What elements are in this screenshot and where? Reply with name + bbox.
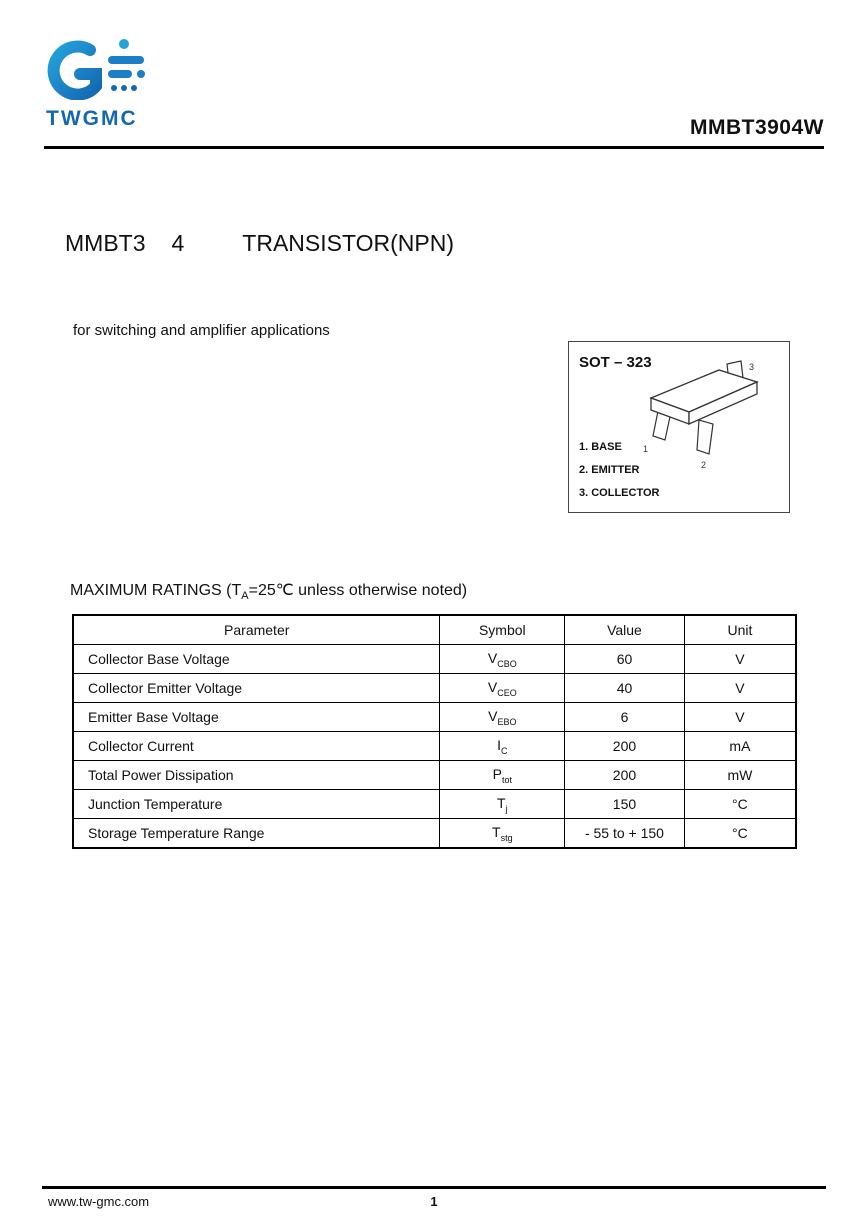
symbol-cell bbox=[440, 645, 565, 674]
title-part-3: TRANSISTOR(NPN) bbox=[242, 230, 454, 256]
symbol-cell bbox=[440, 732, 565, 761]
symbol-main: I bbox=[497, 736, 501, 753]
symbol-main: V bbox=[487, 649, 498, 666]
maximum-ratings-heading bbox=[70, 580, 467, 602]
symbol-cell bbox=[440, 674, 565, 703]
pin-3-label: 3 bbox=[749, 362, 755, 372]
symbol-cell bbox=[440, 790, 565, 819]
symbol-sub: EBO bbox=[497, 716, 517, 727]
table-row bbox=[73, 819, 796, 849]
header-parameter: Parameter bbox=[73, 615, 440, 645]
pin-1-description: 1. BASE bbox=[579, 441, 622, 453]
pin-2-label: 2 bbox=[701, 460, 707, 470]
symbol-sub: CEO bbox=[497, 687, 517, 698]
table-row bbox=[73, 761, 796, 790]
title-part-1: MMBT3 bbox=[65, 230, 146, 256]
logo-wordmark: TWGMC bbox=[46, 107, 138, 130]
symbol-main: T bbox=[492, 823, 501, 840]
symbol-main: V bbox=[487, 678, 498, 695]
page-title bbox=[65, 230, 454, 257]
symbol-sub: tot bbox=[501, 774, 512, 785]
parameter-cell: Collector Base Voltage bbox=[73, 645, 440, 674]
header-divider bbox=[44, 146, 824, 149]
value-cell: - 55 to + 150 bbox=[565, 819, 685, 849]
parameter-cell: Total Power Dissipation bbox=[73, 761, 440, 790]
symbol-cell bbox=[440, 819, 565, 849]
parameter-cell: Collector Current bbox=[73, 732, 440, 761]
ratings-heading-suffix: =25℃ unless otherwise noted) bbox=[248, 582, 468, 599]
ratings-heading-subscript: A bbox=[241, 590, 249, 603]
unit-cell: V bbox=[684, 674, 796, 703]
parameter-cell: Emitter Base Voltage bbox=[73, 703, 440, 732]
parameter-cell: Storage Temperature Range bbox=[73, 819, 440, 849]
package-name: SOT – 323 bbox=[579, 354, 652, 371]
parameter-cell: Collector Emitter Voltage bbox=[73, 674, 440, 703]
unit-cell: mW bbox=[684, 761, 796, 790]
value-cell: 200 bbox=[565, 761, 685, 790]
title-part-2: 4 bbox=[171, 230, 185, 256]
parameter-cell: Junction Temperature bbox=[73, 790, 440, 819]
footer-website: www.tw-gmc.com bbox=[48, 1194, 150, 1209]
symbol-main: T bbox=[497, 794, 506, 811]
part-number: MMBT3904W bbox=[689, 116, 824, 139]
table-row bbox=[73, 645, 796, 674]
table-row bbox=[73, 674, 796, 703]
pin-2-description: 2. EMITTER bbox=[579, 464, 640, 476]
symbol-sub: stg bbox=[500, 832, 513, 843]
header-value: Value bbox=[565, 615, 685, 645]
package-outline-box bbox=[568, 341, 790, 513]
value-cell: 150 bbox=[565, 790, 685, 819]
symbol-sub: CBO bbox=[497, 658, 517, 669]
table-row bbox=[73, 790, 796, 819]
pin-2-lead bbox=[697, 420, 713, 454]
unit-cell: V bbox=[684, 703, 796, 732]
table-row bbox=[73, 703, 796, 732]
footer-page-number: 1 bbox=[430, 1194, 438, 1209]
value-cell: 60 bbox=[565, 645, 685, 674]
maximum-ratings-table bbox=[72, 614, 797, 849]
footer-divider bbox=[42, 1186, 826, 1189]
sot-323-package-drawing bbox=[639, 358, 787, 480]
unit-cell: V bbox=[684, 645, 796, 674]
application-description: for switching and amplifier applications bbox=[73, 322, 330, 339]
symbol-cell bbox=[440, 761, 565, 790]
pin-description-list bbox=[579, 436, 659, 505]
value-cell: 200 bbox=[565, 732, 685, 761]
table-row bbox=[73, 732, 796, 761]
symbol-sub: j bbox=[505, 803, 508, 814]
pin-1-label: 1 bbox=[643, 444, 649, 454]
table-header-row bbox=[73, 615, 796, 645]
unit-cell: °C bbox=[684, 819, 796, 849]
unit-cell: °C bbox=[684, 790, 796, 819]
header-symbol: Symbol bbox=[440, 615, 565, 645]
twgmc-logo bbox=[44, 36, 174, 131]
symbol-sub: C bbox=[500, 745, 508, 756]
value-cell: 40 bbox=[565, 674, 685, 703]
symbol-main: V bbox=[488, 707, 498, 724]
unit-cell: mA bbox=[684, 732, 796, 761]
pin-3-description: 3. COLLECTOR bbox=[579, 487, 660, 499]
symbol-cell bbox=[440, 703, 565, 732]
ratings-heading-prefix: MAXIMUM RATINGS (T bbox=[70, 582, 242, 599]
value-cell: 6 bbox=[565, 703, 685, 732]
header-unit: Unit bbox=[684, 615, 796, 645]
symbol-main: P bbox=[492, 765, 502, 782]
logo-g-icon bbox=[44, 36, 168, 100]
